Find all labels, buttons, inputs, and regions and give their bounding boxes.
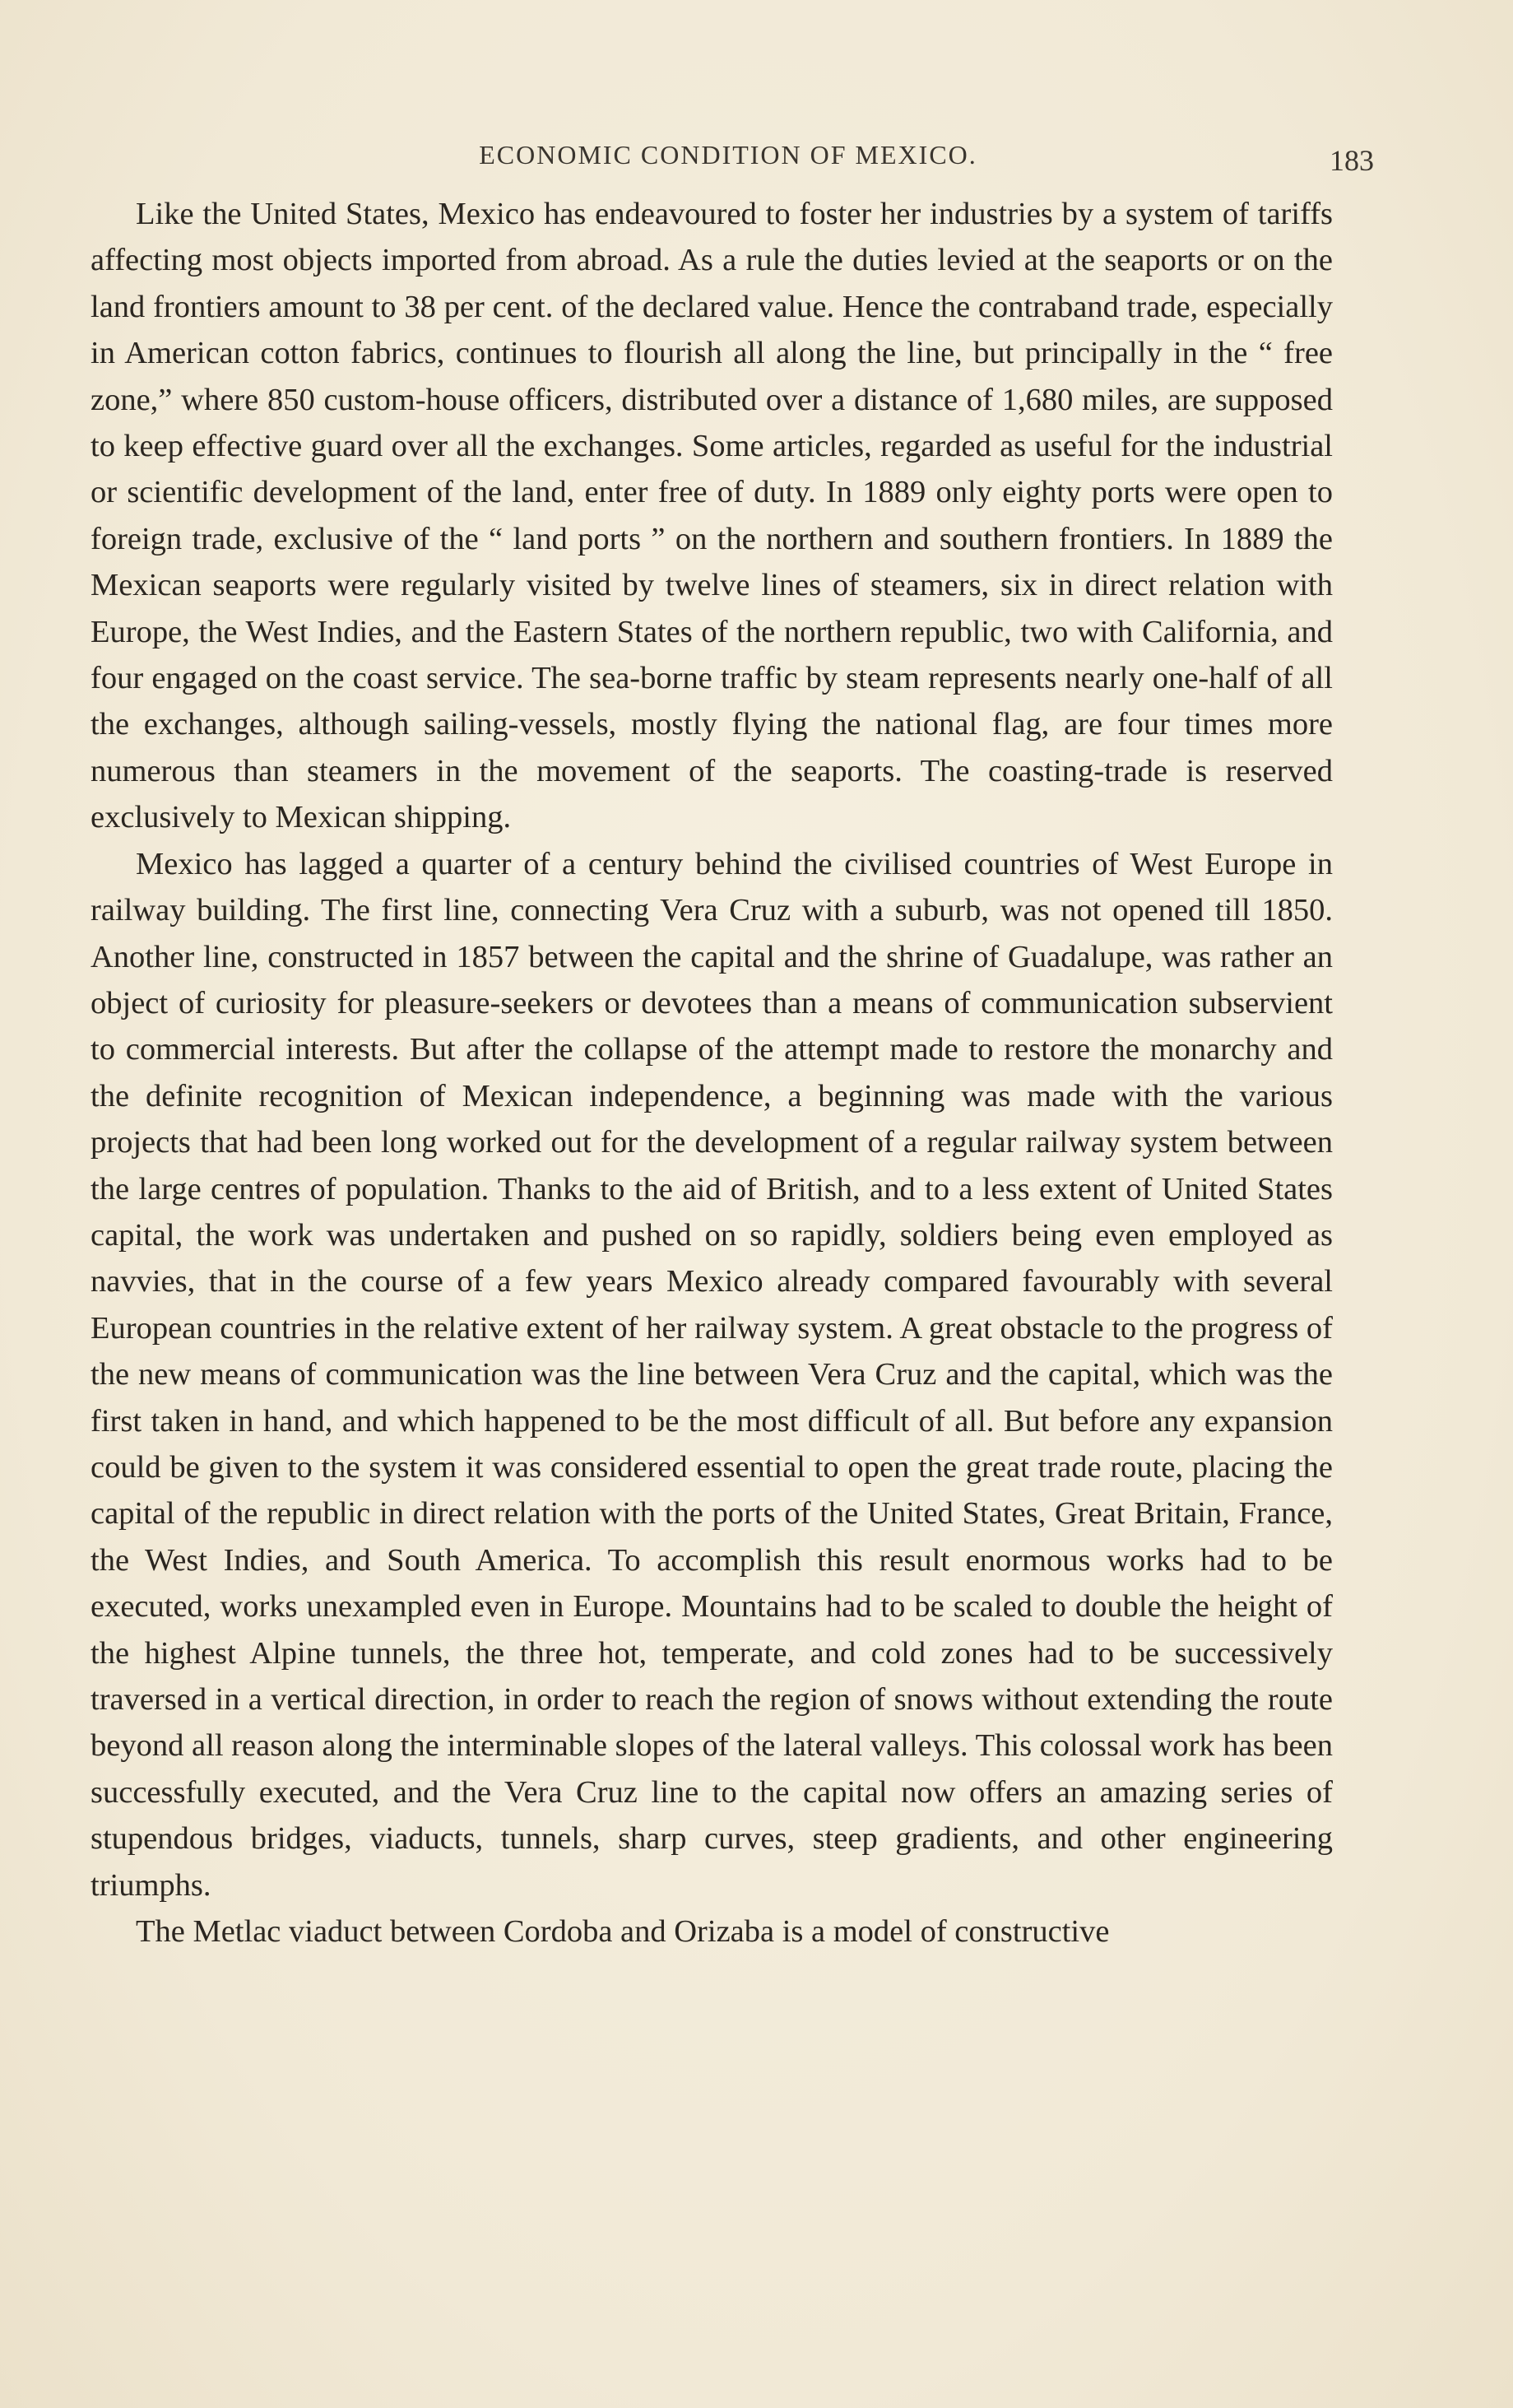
running-head [115,133,1374,183]
running-title: ECONOMIC CONDITION OF MEXICO. [479,140,977,170]
paragraph-metlac-viaduct: The Metlac viaduct between Cordoba and Orizaba is a model of constructive [136,1914,1110,1950]
paragraph-tariffs-and-trade: Like the United States, Mexico has endeavoured to foster her industries by a system of tariffs affecting most objects imported from abroad. As a rule the duties levied at the seaports or on the land frontiers amount to 38 per cent. of the declared value. Hence the contraband trade, especially in American cotton fabrics, continues to flourish all along the line, but principally in the “ free zone,” where 850 custom-house officers, distributed over a distance of 1,680 miles, are supposed to keep effective guard over all the exchanges. Some articles, regarded as useful for the industrial or scientific development of the land, enter free of duty. In 1889 only eighty ports were open to foreign trade, exclusive of the “ land ports ” on the northern and southern frontiers. In 1889 the Mexican seaports were regularly visited by twelve lines of steamers, six in direct relation with Europe, the West Indies, and the Eastern States of the northern republic, two with California, and four engaged on the coast service. The sea-borne traffic by steam represents nearly one-half of all the exchanges, although sailing-vessels, mostly flying the national flag, are four times more numerous than steamers in the movement of the seaports. The coasting-trade is reserved exclusively to Mexican shipping. [91,197,1333,835]
page-number: 183 [1330,144,1374,177]
paragraph-railway-building: Mexico has lagged a quarter of a century behind the civilised countries of West Europe in railway building. The first line, connecting Vera Cruz with a suburb, was not opened till 1850. Another line, constructed in 1857 between the capital and the shrine of Guadalupe, was rather an object of curiosity for pleasure-seekers or devotees than a means of communication subservient to commercial interests. But after the collapse of the attempt made to restore the monarchy and the definite recognition of Mexican independence, a beginning was made with the various projects that had been long worked out for the development of a regular railway system between the large centres of population. Thanks to the aid of British, and to a less extent of United States capital, the work was undertaken and pushed on so rapidly, soldiers being even employed as navvies, that in the course of a few years Mexico already compared favourably with several European countries in the relative extent of her railway system. A great obstacle to the progress of the new means of communication was the line between Vera Cruz and the capital, which was the first taken in hand, and which happened to be the most difficult of all. But before any expansion could be given to the system it was considered essential to open the great trade route, placing the capital of the republic in direct relation with the ports of the United States, Great Britain, France, the West Indies, and South America. To accomplish this result enormous works had to be executed, works unexampled even in Europe. Mountains had to be scaled to double the height of the highest Alpine tunnels, the three hot, temperate, and cold zones had to be successively traversed in a vertical direction, in order to reach the region of snows without extending the route beyond all reason along the interminable slopes of the lateral valleys. This colossal work has been successfully executed, and the Vera Cruz line to the capital now offers an amazing series of stupendous bridges, viaducts, tunnels, sharp curves, steep gradients, and other engineering triumphs. [91,846,1333,1903]
body-text [91,191,1333,1955]
